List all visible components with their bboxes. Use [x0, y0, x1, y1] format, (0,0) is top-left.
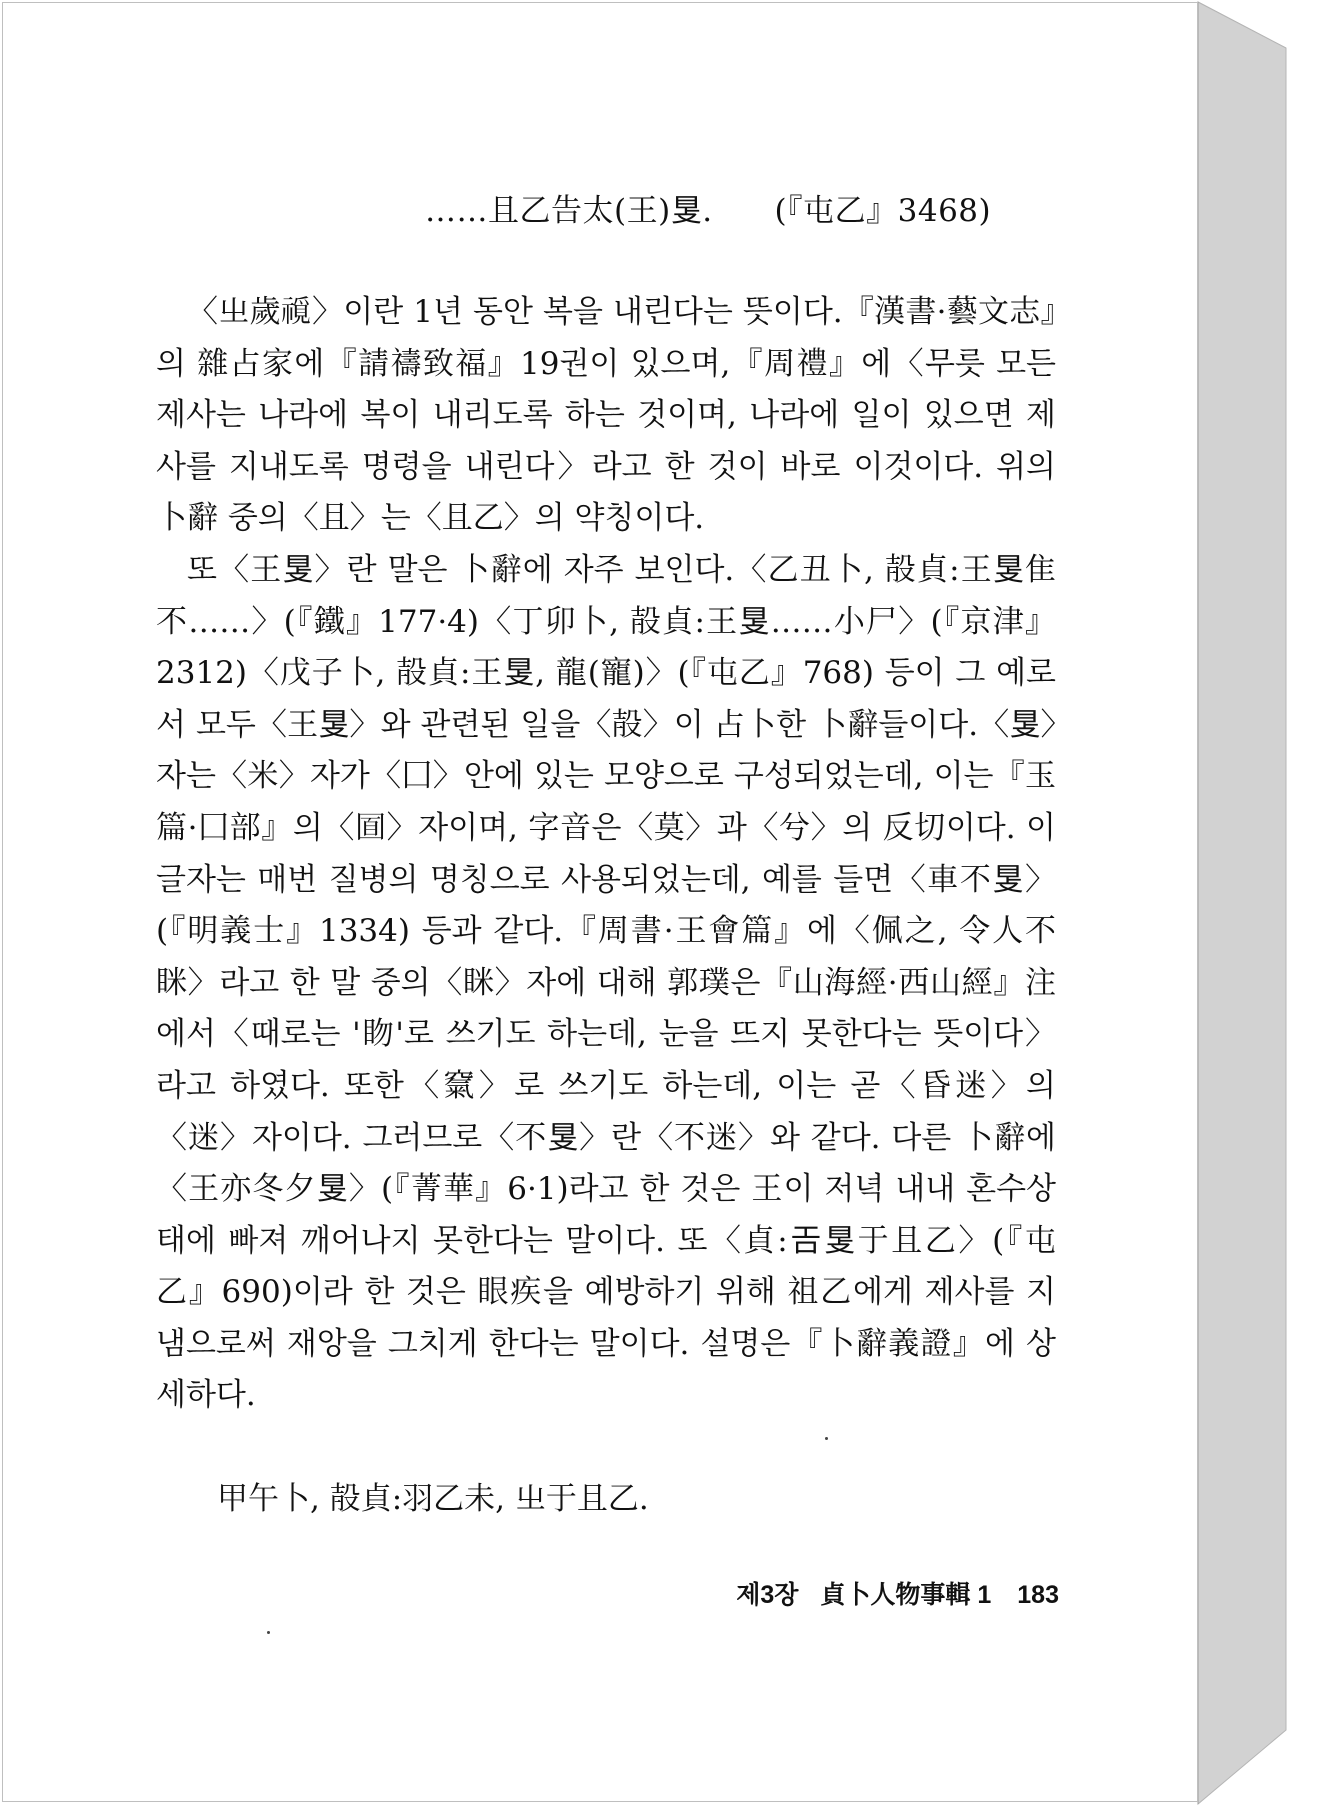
scan-speck — [267, 1631, 270, 1634]
body-text — [156, 287, 1056, 1422]
quote-text: ……且乙告太(王)𥄎. — [425, 193, 713, 229]
oracle-bone-quote-bottom: 甲午卜, 㱿貞:羽乙未, 㞢于且乙. — [217, 1481, 649, 1517]
chapter-label: 제3장 — [736, 1581, 799, 1609]
running-footer — [703, 1575, 1059, 1611]
quote-source: (『屯乙』3468) — [774, 193, 992, 229]
book-page — [2, 2, 1198, 1802]
paragraph-2: 또〈王𥄎〉란 말은 卜辭에 자주 보인다.〈乙丑卜, 㱿貞:王𥄎隹不……〉(『鐵』177·4)〈丁卯卜, 㱿貞:王𥄎……小尸〉(『京津』2312)〈戊子卜, 㱿貞:王𥄎, 龍(寵)〉(『屯乙』768) 등이 그 예로서 모두〈王𥄎〉와 관련된 일을〈㱿〉이 占卜한 卜辭들이다.〈𥄎〉자는〈米〉자가〈囗〉안에 있는 모양으로 구성되었는데, 이는『玉篇·囗部』의〈𡇢〉자이며, 字音은〈莫〉과〈兮〉의 反切이다. 이 글자는 매번 질병의 명칭으로 사용되었는데, 예를 들면〈車不𥄎〉(『明義士』1334) 등과 같다.『周書·王會篇』에〈佩之, 令人不眯〉라고 한 말 중의〈眯〉자에 대해 郭璞은『山海經·西山經』注에서〈때로는 '䀛'로 쓰기도 하는데, 눈을 뜨지 못한다는 뜻이다〉라고 하였다. 또한〈𥧔〉로 쓰기도 하는데, 이는 곧〈昏迷〉의〈迷〉자이다. 그러므로〈不𥄎〉란〈不迷〉와 같다. 다른 卜辭에〈王亦冬夕𥄎〉(『菁華』6·1)라고 한 것은 王이 저녁 내내 혼수상태에 빠져 깨어나지 못한다는 말이다. 또〈貞:𢀛𥄎于且乙〉(『屯乙』690)이라 한 것은 眼疾을 예방하기 위해 祖乙에게 제사를 지냄으로써 재앙을 그치게 한다는 말이다. 설명은『卜辭義證』에 상세하다. — [156, 551, 1056, 1414]
page-number: 183 — [1017, 1581, 1059, 1609]
scan-speck — [825, 1437, 828, 1440]
oracle-bone-quote-top — [425, 185, 991, 230]
section-title: 貞卜人物事輯 1 — [820, 1581, 992, 1609]
paragraph-1: 〈㞢歲𥛟〉이란 1년 동안 복을 내린다는 뜻이다.『漢書·藝文志』의 雜占家에『請禱致福』19권이 있으며,『周禮』에〈무릇 모든 제사는 나라에 복이 내리도록 하는 것이며, 나라에 일이 있으면 제사를 지내도록 명령을 내린다〉라고 한 것이 바로 이것이다. 위의 卜辭 중의〈且〉는〈且乙〉의 약칭이다. — [156, 294, 1056, 537]
